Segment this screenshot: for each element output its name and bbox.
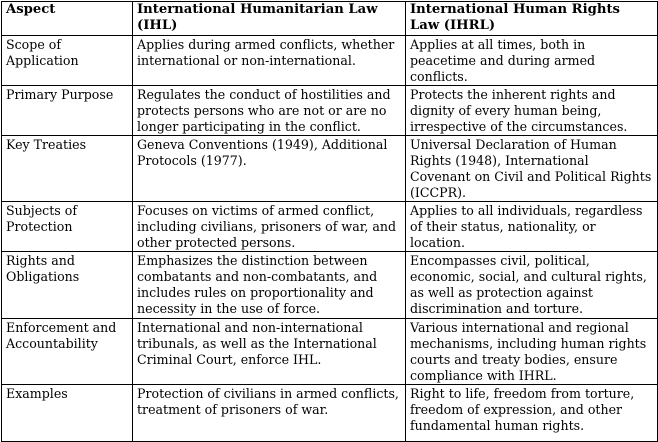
cell-ihl: Protection of civilians in armed conflicts, treatment of prisoners of war. — [133, 385, 406, 442]
comparison-table — [1, 1, 658, 442]
table-row — [2, 319, 658, 385]
cell-ihrl: Encompasses civil, political, economic, social, and cultural rights, as well as protection against discrimination and torture. — [406, 252, 658, 319]
table-row — [2, 136, 658, 202]
cell-ihl: Focuses on victims of armed conflict, including civilians, prisoners of war, and other protected persons. — [133, 202, 406, 252]
table-row — [2, 202, 658, 252]
cell-ihrl: Various international and regional mechanisms, including human rights courts and treaty bodies, ensure compliance with IHRL. — [406, 319, 658, 385]
cell-ihl: International and non-international tribunals, as well as the International Criminal Court, enforce IHL. — [133, 319, 406, 385]
header-aspect: Aspect — [2, 2, 133, 36]
cell-ihrl: Applies at all times, both in peacetime and during armed conflicts. — [406, 36, 658, 86]
header-ihrl: International Human Rights Law (IHRL) — [406, 2, 658, 36]
table-row — [2, 86, 658, 136]
cell-ihl: Emphasizes the distinction between combatants and non-combatants, and includes rules on proportionality and necessity in the use of force. — [133, 252, 406, 319]
cell-aspect: Subjects of Protection — [2, 202, 133, 252]
header-row — [2, 2, 658, 36]
cell-aspect: Rights and Obligations — [2, 252, 133, 319]
cell-ihl: Applies during armed conflicts, whether international or non-international. — [133, 36, 406, 86]
cell-aspect: Primary Purpose — [2, 86, 133, 136]
cell-aspect: Examples — [2, 385, 133, 442]
table-header — [2, 2, 658, 36]
table-body — [2, 36, 658, 442]
cell-ihl: Geneva Conventions (1949), Additional Protocols (1977). — [133, 136, 406, 202]
cell-ihrl: Universal Declaration of Human Rights (1948), International Covenant on Civil and Political Rights (ICCPR). — [406, 136, 658, 202]
table-row — [2, 36, 658, 86]
cell-ihrl: Protects the inherent rights and dignity of every human being, irrespective of the circumstances. — [406, 86, 658, 136]
cell-aspect: Scope of Application — [2, 36, 133, 86]
cell-aspect: Key Treaties — [2, 136, 133, 202]
cell-ihrl: Applies to all individuals, regardless of their status, nationality, or location. — [406, 202, 658, 252]
table-row — [2, 252, 658, 319]
cell-ihl: Regulates the conduct of hostilities and protects persons who are not or are no longer participating in the conflict. — [133, 86, 406, 136]
table-row — [2, 385, 658, 442]
header-ihl: International Humanitarian Law (IHL) — [133, 2, 406, 36]
cell-ihrl: Right to life, freedom from torture, freedom of expression, and other fundamental human rights. — [406, 385, 658, 442]
cell-aspect: Enforcement and Accountability — [2, 319, 133, 385]
